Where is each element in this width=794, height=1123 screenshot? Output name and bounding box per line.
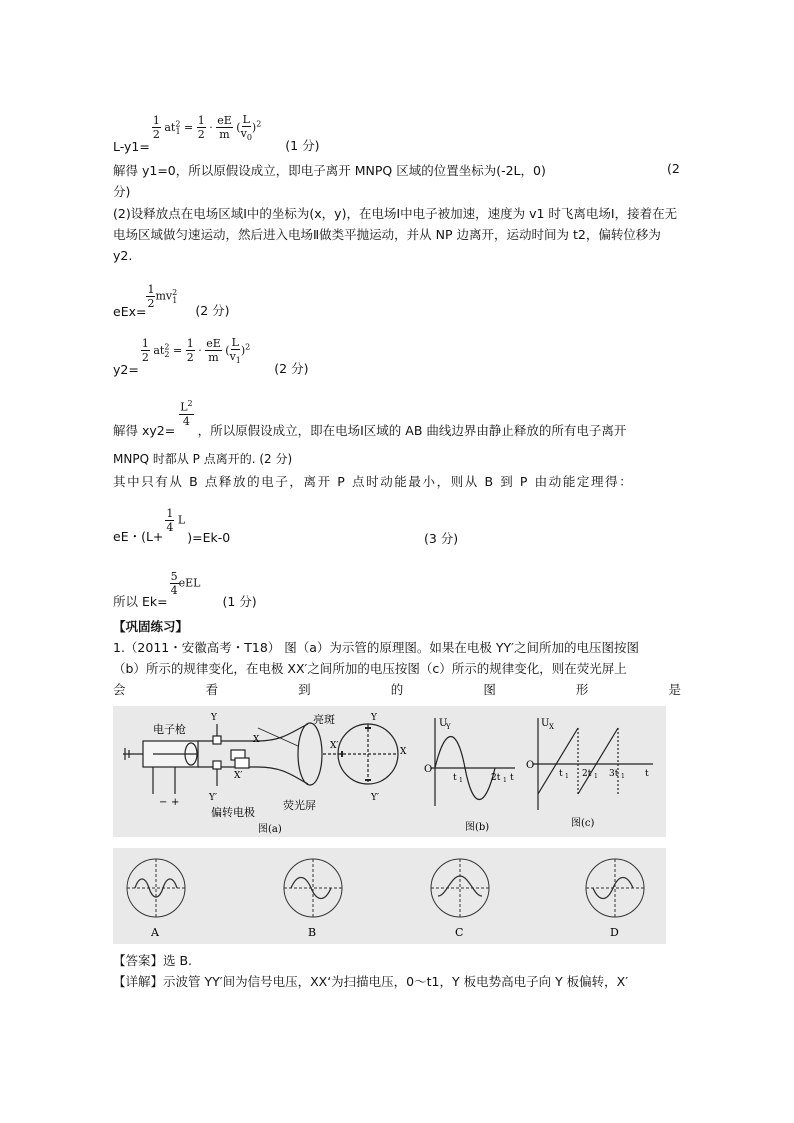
fig-a-gun-label: 电子枪: [153, 723, 186, 736]
fig-b-t1: t: [453, 773, 457, 783]
equation-5-lhs: eE・(L+: [113, 529, 164, 544]
equation-1-lhs: L-y1=: [113, 139, 150, 154]
equation-5: [113, 505, 230, 545]
fig-b-origin: O: [424, 764, 433, 775]
result-line-1: 解得 y1=0，所以原假设成立，即电子离开 MNPQ 区域的位置坐标为(-2L，0): [113, 163, 546, 178]
fig-c-t2: 2t: [582, 769, 592, 779]
fig-c-t1: t: [559, 769, 563, 779]
option-d-label: D: [610, 926, 619, 939]
equation-2: [113, 283, 230, 319]
question-1-line-2: （b）所示的规律变化，在电极 XX′之间所加的电压按图（c）所示的规律变化，则在荧光屏上: [113, 661, 627, 676]
fig-b-ylabel: U: [439, 718, 448, 729]
q-char: 是: [668, 682, 681, 697]
fig-b-t1s: 1: [459, 777, 463, 784]
equation-1: [113, 108, 319, 156]
statement-line: [113, 472, 681, 490]
q-char: 的: [390, 682, 404, 697]
equation-2-lhs: eEx=: [113, 304, 147, 319]
equation-5-formula: $\frac{1}{4}$ L: [166, 507, 186, 534]
fig-c-t3s: 1: [621, 773, 625, 780]
fig-c-origin: O: [526, 760, 535, 771]
section-heading: 【巩固练习】: [113, 619, 189, 634]
fig-a-screen-label: 荧光屏: [283, 799, 316, 812]
fig-a-x: X: [253, 735, 260, 745]
figure-oscilloscope: [113, 706, 666, 837]
fig-a-minus: −: [159, 797, 168, 808]
equation-6-lhs: 所以 Ek=: [113, 594, 168, 609]
option-b-label: B: [308, 926, 317, 939]
question-1-line-3: [113, 680, 681, 698]
q-char: 到: [298, 682, 311, 697]
fig-a-caption: 图(a): [258, 824, 282, 835]
equation-1-formula: $\frac{1}{2}$ $at^2_1$ = $\frac{1}{2}$ · $\frac{eE}{m}$ ( $\frac{L}{v_0}$ )$^2$: [152, 112, 262, 142]
result-line-1-score: (2: [667, 161, 680, 176]
equation-4: [113, 395, 626, 439]
fig-a-deflect-label: 偏转电极: [211, 806, 255, 819]
fig-a-screen-y: Y: [371, 713, 377, 723]
fig-a-screen-yp: Y′: [371, 793, 379, 803]
q-char: 形: [575, 682, 589, 697]
explanation-line: 【详解】示波管 YY′间为信号电压，XX‘为扫描电压，0～t1，Y 板电势高电子向 Y 板偏转，X′: [113, 974, 629, 989]
fig-c-t1s: 1: [565, 773, 569, 780]
fig-c-ylabel: U: [541, 718, 550, 729]
equation-6: [113, 566, 257, 610]
option-a-label: A: [151, 926, 159, 939]
equation-4-formula: $\frac{L^2}{4}$: [180, 399, 193, 428]
options-diagram: [113, 848, 666, 944]
figure-options: [113, 848, 666, 944]
question-1-line-1: 1.（2011・安徽高考・T18） 图（a）为示管的原理图。如果在电极 YY′之间所加的电压图按图: [113, 640, 639, 655]
oscilloscope-diagram: [113, 706, 666, 837]
result-line-1-score-cont: 分): [113, 184, 131, 199]
fig-a-spot-label: 亮斑: [313, 713, 335, 726]
fig-c-t3: 3t: [609, 769, 619, 779]
q-char: 图: [483, 682, 496, 697]
equation-3-lhs: y2=: [113, 362, 139, 377]
fig-a-xp: X′: [234, 771, 243, 781]
q-char: 会: [113, 682, 126, 697]
fig-b-t2s: 1: [503, 777, 507, 784]
equation-4-lhs: 解得 xy2=: [113, 423, 176, 438]
fig-a-yp: Y′: [209, 793, 217, 803]
equation-6-formula: $\frac{5}{4}$ eEL: [170, 570, 201, 597]
q-char: 看: [205, 682, 219, 697]
equation-3-formula: $\frac{1}{2}$ $at^2_2$ = $\frac{1}{2}$ · $\frac{eE}{m}$ ( $\frac{L}{v_1}$ )$^2$: [141, 335, 251, 365]
equation-2-score: (2 分): [195, 303, 230, 318]
fig-a-screen-x: X: [400, 747, 407, 757]
equation-4-text: ，所以原假设成立，即在电场Ⅰ区域的 AB 曲线边界由静止释放的所有电子离开: [197, 423, 627, 438]
fig-b-ysub: Y: [446, 723, 451, 731]
answer-line: 【答案】选 B.: [113, 953, 193, 968]
equation-2-formula: $\frac{1}{2}$ $mv^2_1$: [147, 283, 178, 310]
fig-a-y: Y: [211, 713, 217, 723]
fig-c-caption: 图(c): [571, 818, 595, 829]
equation-5-rhs: )=Ek-0: [187, 530, 231, 545]
paragraph-part-2: (2)设释放点在电场区域Ⅰ中的坐标为(x，y)，在电场Ⅰ中电子被加速，速度为 v1 时飞离电场Ⅰ，接着在无电场区域做匀速运动，然后进入电场Ⅱ做类平抛运动，并从 NP 边离开，运动时间为 t2，偏转位移为 y2.: [113, 206, 678, 263]
fig-b-t: t: [510, 773, 514, 783]
fig-b-t2: 2t: [491, 773, 501, 783]
equation-3-score: (2 分): [274, 361, 309, 376]
fig-b-caption: 图(b): [465, 822, 490, 833]
fig-c-ysub: X: [549, 723, 554, 731]
equation-1-score: (1 分): [285, 138, 320, 153]
fig-a-screen-xp: X′: [330, 741, 339, 751]
equation-5-score: (3 分): [424, 531, 459, 546]
option-c-label: C: [455, 926, 464, 939]
statement-line-text: 其中只有从 B 点释放的电子，离开 P 点时动能最小，则从 B 到 P 由动能定理得：: [113, 474, 634, 489]
equation-3: [113, 335, 308, 377]
fig-c-t: t: [645, 769, 649, 779]
equation-4-text-cont: MNPQ 时都从 P 点离开的. (2 分): [113, 452, 293, 466]
equation-6-score: (1 分): [222, 594, 257, 609]
fig-c-t2s: 1: [594, 773, 598, 780]
fig-a-plus: +: [171, 797, 180, 808]
